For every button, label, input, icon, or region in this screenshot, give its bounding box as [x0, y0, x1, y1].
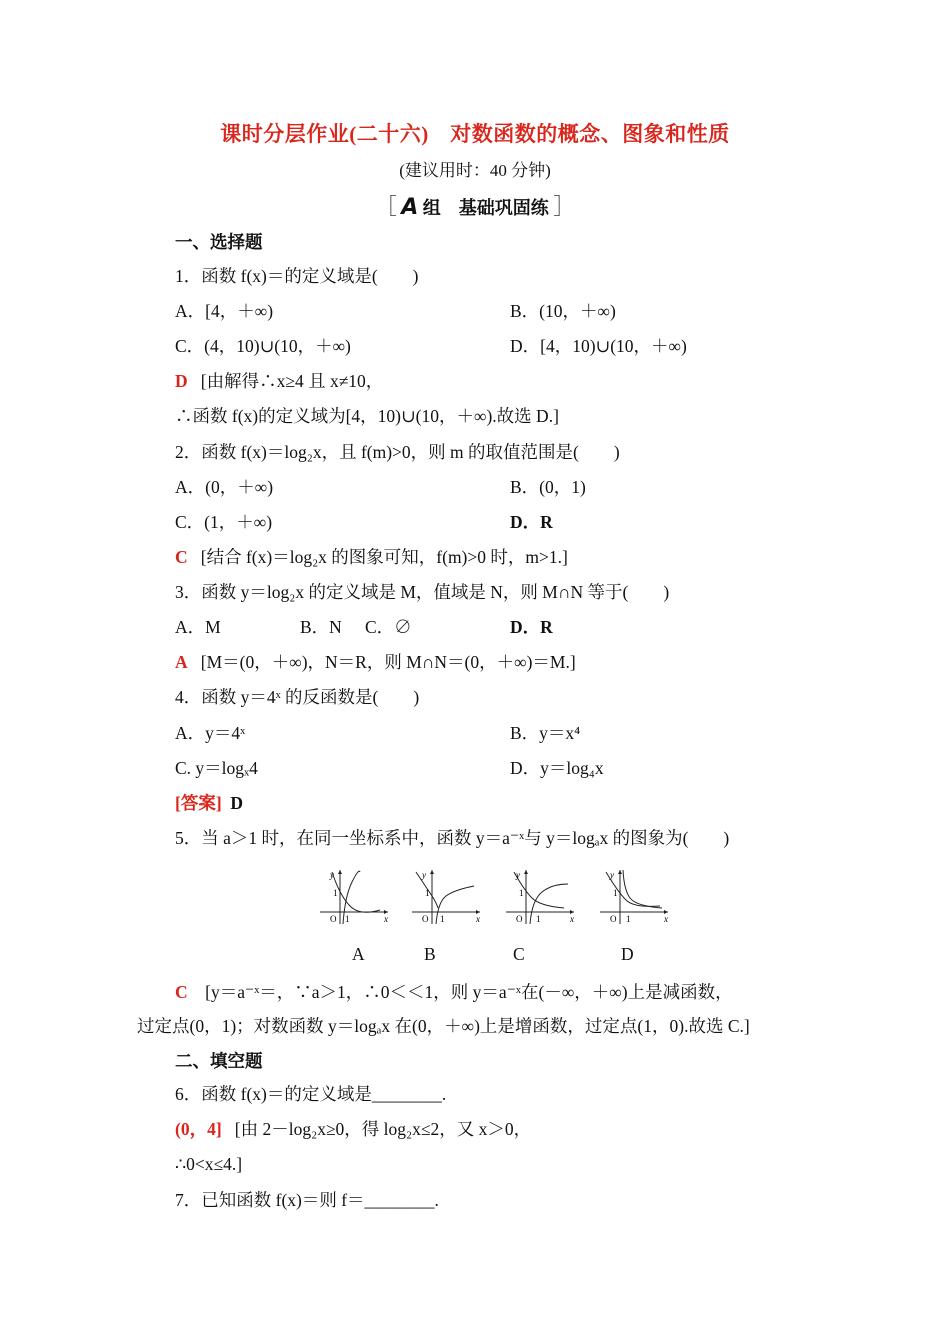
tick-one-y: 1	[613, 888, 618, 898]
section-heading-choice: 一、选择题	[175, 232, 263, 252]
q5-stem: 5．当 a＞1 时，在同一坐标系中，函数 y＝a⁻ˣ与 y＝logₐx 的图象为( )	[175, 828, 730, 848]
axis-y-label: y	[330, 870, 334, 880]
q2-answer: C	[175, 547, 188, 567]
q6-solution-1: [由 2－log₂x≥0，得 log₂x≤2，又 x＞0，	[234, 1119, 532, 1139]
q2-solution	[175, 545, 568, 569]
q5-graph-options	[316, 866, 676, 928]
q1-option-d: D．[4，10)∪(10，＋∞)	[510, 336, 687, 356]
q5-solution	[175, 980, 733, 1004]
time-suggestion: (建议用时：40 分钟)	[399, 161, 551, 180]
q4-answer-line	[175, 791, 243, 815]
graph-d	[596, 866, 671, 926]
tick-one-y: 1	[519, 888, 524, 898]
q3-option-d: D．R	[510, 617, 553, 637]
q4-stem: 4．函数 y＝4ˣ 的反函数是( )	[175, 687, 420, 707]
q6-solution	[175, 1117, 531, 1141]
graph-c	[502, 866, 577, 926]
q6-solution-2: ∴0<x≤4.]	[175, 1154, 243, 1174]
origin-label: O	[422, 914, 429, 924]
tick-one-x: 1	[345, 914, 350, 924]
q3-stem: 3．函数 y＝log₂x 的定义域是 M，值域是 N，则 M∩N 等于( )	[175, 582, 670, 602]
q3-option-a: A．M	[175, 617, 221, 637]
origin-label: O	[516, 914, 523, 924]
q3-solution-text: [M＝(0，＋∞)，N＝R，则 M∩N＝(0，＋∞)＝M.]	[200, 652, 576, 672]
group-heading	[0, 190, 950, 221]
q1-option-c: C．(4，10)∪(10，＋∞)	[175, 336, 351, 356]
q2-solution-text: [结合 f(x)＝log₂x 的图象可知，f(m)>0 时，m>1.]	[200, 547, 568, 567]
origin-label: O	[610, 914, 617, 924]
graph-b	[408, 866, 483, 926]
q7-stem: 7．已知函数 f(x)＝则 f＝________.	[175, 1190, 439, 1210]
graph-label-c: C	[513, 944, 525, 964]
q1-option-a: A．[4，＋∞)	[175, 301, 274, 321]
bracket-close: ］	[553, 194, 576, 219]
q4-answer-label: [答案]	[175, 793, 222, 813]
tick-one-x: 1	[536, 914, 541, 924]
q6-stem: 6．函数 f(x)＝的定义域是________.	[175, 1084, 447, 1104]
tick-one-y: 1	[425, 888, 430, 898]
q4-option-a: A．y＝4ˣ	[175, 723, 246, 743]
axis-x-label: x	[570, 914, 574, 924]
tick-one-y: 1	[333, 888, 338, 898]
q2-option-b: B．(0，1)	[510, 477, 586, 497]
q1-solution-2: ∴函数 f(x)的定义域为[4，10)∪(10，＋∞).故选 D.]	[175, 406, 559, 426]
group-letter: A	[401, 195, 419, 220]
bracket-open: ［	[374, 194, 397, 219]
q3-option-c: C．∅	[365, 617, 412, 637]
axis-y-label: y	[516, 870, 520, 880]
q4-option-b: B．y＝x⁴	[510, 723, 581, 743]
axis-y-label: y	[610, 870, 614, 880]
axis-x-label: x	[664, 914, 668, 924]
q3-answer: A	[175, 652, 188, 672]
q4-option-c: C. y＝logₓ4	[175, 758, 258, 778]
q5-solution-1: [y＝a⁻ˣ＝，∵a＞1，∴0＜＜1，则 y＝a⁻ˣ在(－∞，＋∞)上是减函数，	[205, 982, 733, 1002]
q1-solution	[175, 369, 383, 393]
q6-answer: (0，4]	[175, 1119, 222, 1139]
axis-x-label: x	[384, 914, 388, 924]
q1-solution-1: [由解得∴x≥4 且 x≠10，	[200, 371, 384, 391]
q1-answer: D	[175, 371, 188, 391]
q3-solution	[175, 650, 576, 674]
q2-option-a: A．(0，＋∞)	[175, 477, 274, 497]
axis-y-label: y	[422, 870, 426, 880]
q4-answer: D	[230, 793, 244, 813]
graph-label-a: A	[352, 944, 365, 964]
q1-stem: 1．函数 f(x)＝的定义域是( )	[175, 266, 419, 286]
graph-a	[316, 866, 391, 926]
group-label: 组 基础巩固练	[422, 198, 549, 218]
tick-one-x: 1	[440, 914, 445, 924]
q5-solution-2: 过定点(0，1)；对数函数 y＝logₐx 在(0，＋∞)上是增函数，过定点(1，0).故选 C.]	[137, 1016, 750, 1036]
q2-option-d: D．R	[510, 512, 553, 532]
q2-option-c: C．(1，＋∞)	[175, 512, 273, 532]
axis-x-label: x	[476, 914, 480, 924]
section-heading-fill: 二、填空题	[175, 1051, 263, 1071]
graph-label-d: D	[621, 944, 634, 964]
origin-label: O	[330, 914, 337, 924]
q2-stem: 2．函数 f(x)＝log₂x，且 f(m)>0，则 m 的取值范围是( )	[175, 442, 620, 462]
q3-option-b: B．N	[300, 617, 342, 637]
q5-answer: C	[175, 982, 188, 1002]
q4-option-d: D．y＝log₄x	[510, 758, 604, 778]
q1-option-b: B．(10，＋∞)	[510, 301, 616, 321]
page-title: 课时分层作业(二十六) 对数函数的概念、图象和性质	[220, 122, 730, 146]
graph-label-b: B	[424, 944, 436, 964]
tick-one-x: 1	[626, 914, 631, 924]
